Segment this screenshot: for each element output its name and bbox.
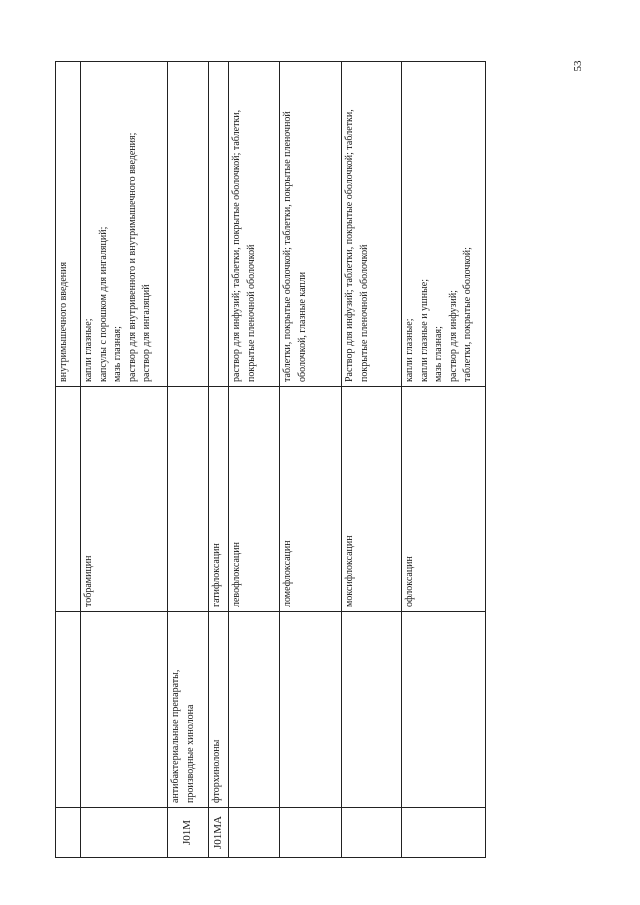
group-name-cell: [402, 612, 486, 808]
dosage-form-line: мазь глазная;: [112, 326, 123, 382]
drug-name-cell: [56, 387, 81, 612]
dosage-form-line: раствор для ингаляций: [141, 284, 152, 382]
drug-name-cell: моксифлоксацин: [342, 387, 402, 612]
dosage-forms-cell: [56, 62, 81, 387]
table-row: [168, 62, 209, 858]
drug-name-cell: левофлоксацин: [229, 387, 280, 612]
table-row: [81, 62, 168, 858]
atc-code-cell: J01M: [168, 808, 209, 858]
drug-name-cell: тобрамицин: [81, 387, 168, 612]
group-name-cell: [81, 612, 168, 808]
group-name-cell: фторхинолоны: [209, 612, 229, 808]
dosage-forms-cell: [209, 62, 229, 387]
atc-code-cell: [56, 808, 81, 858]
dosage-forms-cell: [280, 62, 342, 387]
dosage-form-line: таблетки, покрытые оболочкой; таблетки, покрытые пленочной оболочкой, глазные капли: [282, 111, 308, 382]
drug-name-cell: ломефлоксацин: [280, 387, 342, 612]
dosage-form-line: мазь глазная;: [433, 326, 444, 382]
atc-code-cell: [229, 808, 280, 858]
dosage-form-line: таблетки, покрытые оболочкой;: [462, 247, 473, 382]
dosage-form-line: капли глазные;: [404, 318, 415, 382]
group-name-cell: [56, 612, 81, 808]
table-row: [229, 62, 280, 858]
dosage-form-line: капсулы с порошком для ингаляций;: [97, 226, 109, 382]
dosage-forms-cell: [342, 62, 402, 387]
dosage-form-line: капли глазные;: [83, 318, 94, 382]
drug-name-cell: офлоксацин: [402, 387, 486, 612]
atc-code-cell: [402, 808, 486, 858]
dosage-forms-cell: [81, 62, 168, 387]
dosage-form-line: Раствор для инфузий; таблетки, покрытые оболочкой; таблетки, покрытые пленочной оболочкой: [344, 109, 370, 382]
table-row: [209, 62, 229, 858]
page-number: 53: [572, 60, 584, 72]
dosage-form-line: раствор для инфузий;: [447, 290, 459, 382]
table-row: [342, 62, 402, 858]
group-name-cell: [229, 612, 280, 808]
dosage-forms-cell: [402, 62, 486, 387]
atc-code-cell: [342, 808, 402, 858]
group-name-cell: [342, 612, 402, 808]
dosage-form-line: капли глазные и ушные;: [418, 278, 430, 382]
dosage-form-line: внутримышечного введения: [58, 261, 69, 382]
table-wrapper: [55, 62, 555, 858]
dosage-forms-cell: [168, 62, 209, 387]
atc-code-cell: [81, 808, 168, 858]
dosage-forms-cell: [229, 62, 280, 387]
table-row: [280, 62, 342, 858]
atc-code-cell: [280, 808, 342, 858]
table-row: [402, 62, 486, 858]
atc-code-cell: J01MA: [209, 808, 229, 858]
table-row: [56, 62, 81, 858]
group-name-cell: [280, 612, 342, 808]
group-name-cell: антибактериальные препараты, производные хинолона: [168, 612, 209, 808]
drug-name-cell: [168, 387, 209, 612]
drug-name-cell: гатифлоксацин: [209, 387, 229, 612]
rotated-table-container: [55, 62, 555, 858]
dosage-form-line: раствор для инфузий; таблетки, покрытые оболочкой; таблетки, покрытые пленочной оболочкой: [231, 109, 257, 382]
dosage-form-line: раствор для внутривенного и внутримышечного введения;: [126, 132, 138, 382]
drug-table: [55, 61, 486, 858]
